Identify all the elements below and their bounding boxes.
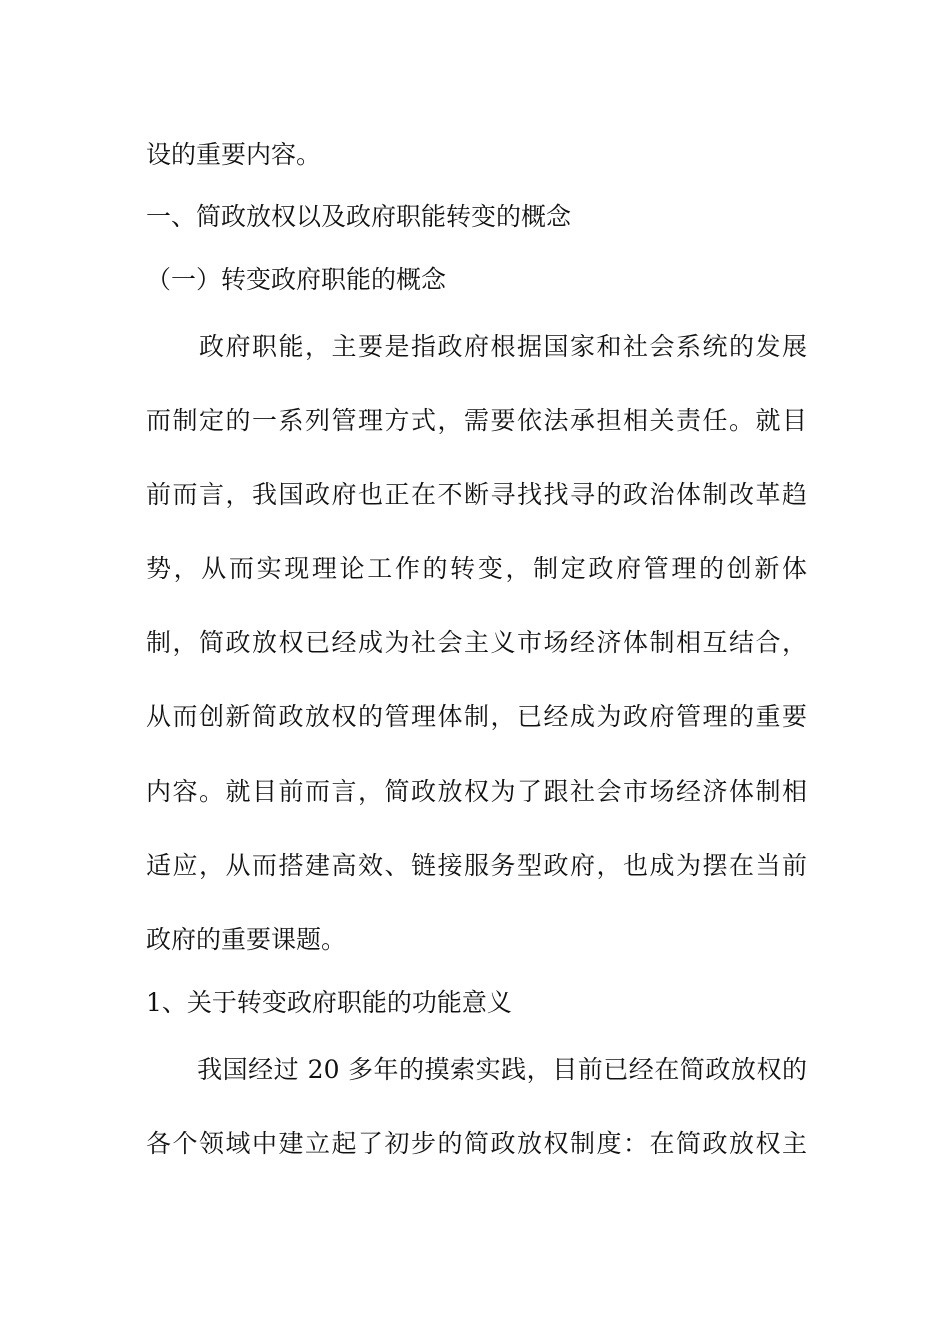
section-heading: 一、简政放权以及政府职能转变的概念 [146, 202, 572, 231]
subsection-heading: （一）转变政府职能的概念 [146, 265, 447, 294]
paragraph-line: 设的重要内容。 [146, 140, 322, 169]
paragraph-line: 内容。就目前而言，简政放权为了跟社会市场经济体制相 [146, 777, 807, 806]
paragraph-line: 从而创新简政放权的管理体制，已经成为政府管理的重要 [146, 702, 807, 731]
paragraph-line: 政府的重要课题。 [146, 925, 347, 954]
section-heading: 1、关于转变政府职能的功能意义 [146, 988, 512, 1017]
paragraph-line: 适应，从而搭建高效、链接服务型政府，也成为摆在当前 [146, 851, 807, 880]
paragraph-line: 政府职能，主要是指政府根据国家和社会系统的发展 [146, 332, 807, 361]
paragraph-line: 而制定的一系列管理方式，需要依法承担相关责任。就目 [146, 406, 807, 435]
paragraph-line: 我国经过 20 多年的摸索实践，目前已经在简政放权的 [146, 1055, 807, 1084]
paragraph-line: 各个领域中建立起了初步的简政放权制度：在简政放权主 [146, 1129, 807, 1158]
paragraph-line: 势，从而实现理论工作的转变，制定政府管理的创新体 [146, 554, 807, 583]
paragraph-line: 前而言，我国政府也正在不断寻找找寻的政治体制改革趋 [146, 480, 807, 509]
paragraph-line: 制，简政放权已经成为社会主义市场经济体制相互结合， [146, 628, 807, 657]
